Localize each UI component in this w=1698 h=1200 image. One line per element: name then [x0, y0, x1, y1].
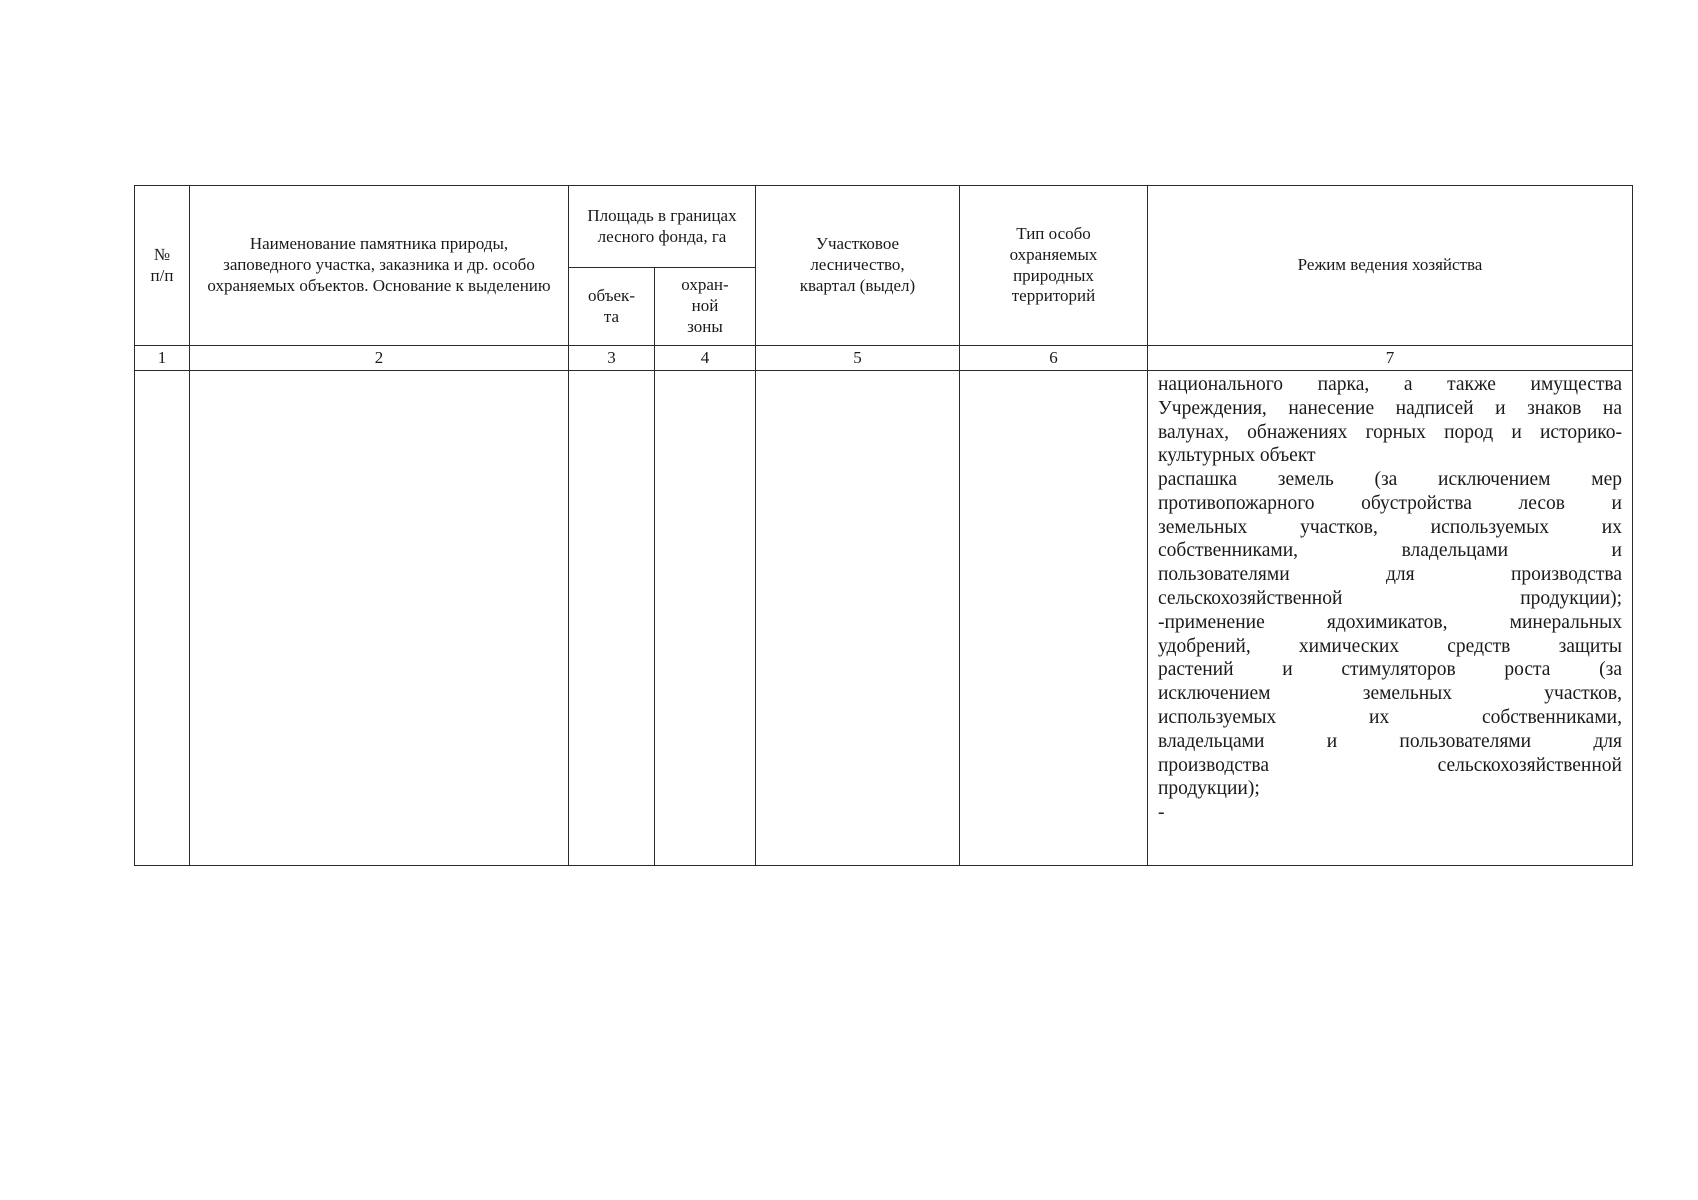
column-number-row — [135, 346, 1633, 371]
header-area-zone-text: охран- ной зоны — [681, 275, 729, 336]
header-name — [190, 186, 569, 346]
regime-line: сельскохозяйственной продукции); — [1158, 588, 1622, 610]
column-number-4: 4 — [655, 346, 756, 371]
header-area-group-text: Площадь в границах лесного фонда, га — [587, 205, 737, 246]
header-area-group — [569, 186, 756, 268]
regime-line: продукции); — [1158, 778, 1260, 800]
column-number-1: 1 — [135, 346, 190, 371]
regime-line: исключением земельных участков, — [1158, 683, 1622, 705]
regime-line: валунах, обнажениях горных пород и историко- — [1158, 421, 1622, 443]
cell-area-object — [569, 371, 655, 866]
column-number-7: 7 — [1148, 346, 1633, 371]
regime-line: удобрений, химических средств защиты — [1158, 635, 1622, 657]
regime-line: культурных объект — [1158, 445, 1316, 467]
regime-line: растений и стимуляторов роста (за — [1158, 659, 1622, 681]
header-num-text: № п/п — [150, 244, 174, 285]
cell-type — [960, 371, 1148, 866]
header-type — [960, 186, 1148, 346]
column-number-3: 3 — [569, 346, 655, 371]
regime-line: национального парка, а также имущества — [1158, 374, 1622, 395]
regime-line: пользователями для производства — [1158, 564, 1622, 586]
protected-areas-table — [134, 185, 1633, 866]
regime-line: земельных участков, используемых их — [1158, 516, 1622, 538]
cell-regime — [1148, 371, 1633, 866]
regime-line: - — [1158, 802, 1165, 824]
cell-num — [135, 371, 190, 866]
header-regime-text: Режим ведения хозяйства — [1297, 255, 1483, 275]
regime-line: -применение ядохимикатов, минеральных — [1158, 611, 1622, 633]
cell-forestry — [756, 371, 960, 866]
regime-line: используемых их собственниками, — [1158, 706, 1622, 728]
table-row — [135, 371, 1633, 866]
header-area-zone — [655, 268, 756, 346]
regime-line: распашка земель (за исключением мер — [1158, 469, 1622, 491]
column-number-6: 6 — [960, 346, 1148, 371]
header-area-object-text: объек- та — [588, 285, 635, 326]
regime-line: Учреждения, нанесение надписей и знаков на — [1158, 397, 1622, 419]
header-name-text: Наименование памятника природы, заповедного участка, заказника и др. особо охраняемых объектов. Основание к выделению — [207, 234, 551, 295]
column-number-5: 5 — [756, 346, 960, 371]
regime-line: собственниками, владельцами и — [1158, 540, 1622, 562]
header-num — [135, 186, 190, 346]
regime-line: противопожарного обустройства лесов и — [1158, 492, 1622, 514]
regime-line: владельцами и пользователями для — [1158, 730, 1622, 752]
cell-area-zone — [655, 371, 756, 866]
header-regime — [1148, 186, 1633, 346]
header-area-object — [569, 268, 655, 346]
column-number-2: 2 — [190, 346, 569, 371]
header-type-text: Тип особо охраняемых природных территорий — [1009, 224, 1098, 306]
header-forestry-text: Участковое лесничество, квартал (выдел) — [799, 234, 916, 295]
regime-line: производства сельскохозяйственной — [1158, 754, 1622, 776]
cell-name — [190, 371, 569, 866]
header-forestry — [756, 186, 960, 346]
